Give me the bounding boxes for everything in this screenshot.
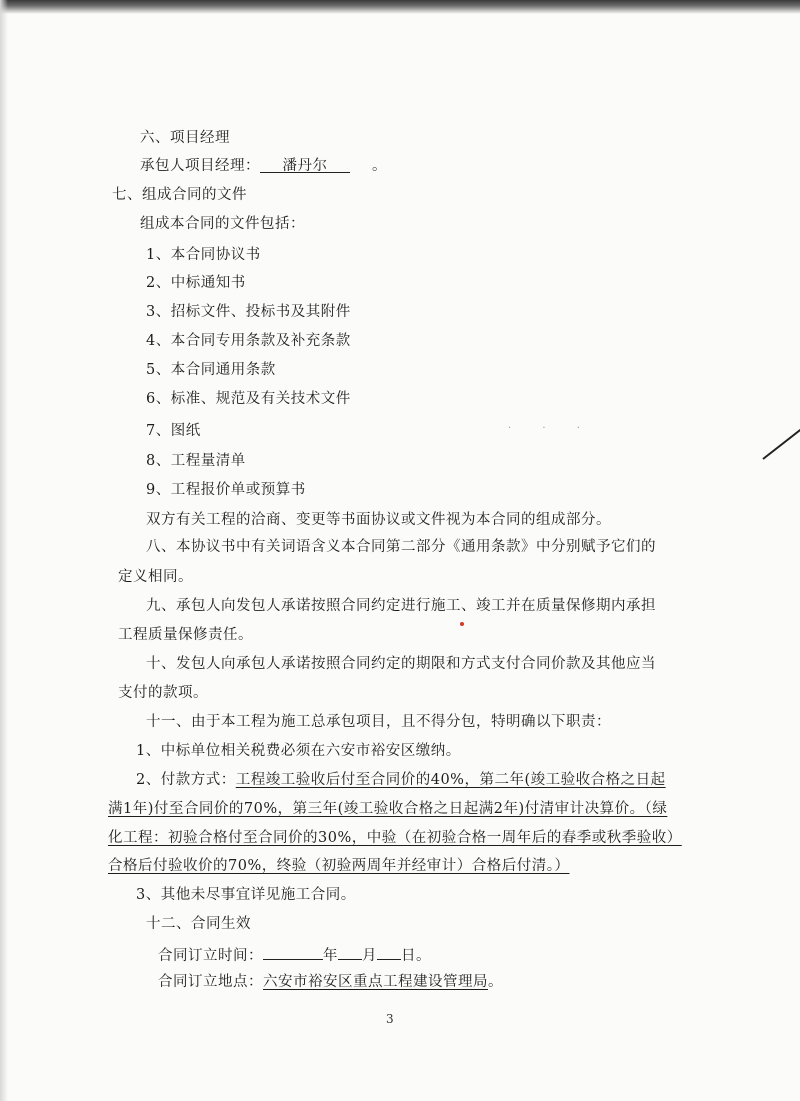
section-8-line-2: 定义相同。 [118, 569, 193, 585]
project-manager-line [140, 156, 387, 176]
section-7-title: 七、组成合同的文件 [112, 187, 247, 203]
document-list-item: 5、本合同通用条款 [146, 362, 276, 378]
contract-day-unit: 日。 [401, 948, 431, 964]
project-manager-end: 。 [372, 158, 387, 174]
project-manager-name [260, 156, 350, 173]
section-11-item-2-line-1 [136, 770, 666, 790]
contract-month-blank [338, 943, 362, 960]
contract-year-unit: 年 [323, 948, 338, 964]
contract-place-value: 六安市裕安区重点工程建设管理局 [263, 974, 488, 990]
document-list-item: 4、本合同专用条款及补充条款 [146, 333, 351, 349]
section-11-item-3: 3、其他未尽事宜详见施工合同。 [136, 887, 356, 903]
section-11-item-2-line-3: 化工程：初验合格付至合同价的30%，中验（在初验合格一周年后的春季或秋季验收） [108, 830, 682, 846]
scan-left-edge [0, 0, 8, 1101]
project-manager-label: 承包人项目经理： [140, 158, 260, 174]
contract-date-label: 合同订立时间： [158, 948, 263, 964]
scan-top-edge [0, 0, 800, 14]
section-10-line-2: 支付的款项。 [118, 685, 208, 701]
section-11-item-2-line-2: 满1年)付至合同价的70%，第三年(竣工验收合格之日起满2年)付清审计决算价。（绿 [108, 801, 668, 817]
section-10-line-1: 十、发包人向承包人承诺按照合同约定的期限和方式支付合同价款及其他应当 [146, 656, 656, 672]
contract-month-unit: 月 [362, 948, 377, 964]
contract-year-blank [263, 943, 323, 960]
page-number: 3 [386, 1012, 394, 1026]
document-list-item: 3、招标文件、投标书及其附件 [146, 304, 351, 320]
contract-place-line [158, 972, 503, 992]
document-list-item: 8、工程量清单 [146, 453, 246, 469]
document-list-item: 9、工程报价单或预算书 [146, 482, 306, 498]
document-list-item: 7、图纸 [146, 423, 201, 439]
section-11-item-1: 1、中标单位相关税费必须在六安市裕安区缴纳。 [136, 743, 461, 759]
section-9-line-2: 工程质量保修责任。 [118, 627, 253, 643]
red-ink-dot [460, 622, 464, 626]
pen-stroke-mark [762, 426, 800, 460]
section-11-title: 十一、由于本工程为施工总承包项目，且不得分包，特明确以下职责： [146, 714, 611, 730]
contract-place-end: 。 [488, 974, 503, 990]
section-11-item-2-line-4: 合格后付验收价的70%，终验（初验两周年并经审计）合格后付清。） [108, 858, 570, 874]
document-list-item: 1、本合同协议书 [146, 247, 261, 263]
section-7-note: 双方有关工程的洽商、变更等书面协议或文件视为本合同的组成部分。 [146, 512, 611, 528]
payment-terms-text: 工程竣工验收后付至合同价的40%，第二年(竣工验收合格之日起 [235, 772, 666, 788]
payment-terms-label: 2、付款方式： [136, 772, 236, 788]
document-list-item: 2、中标通知书 [146, 275, 246, 291]
section-7-intro: 组成本合同的文件包括： [140, 216, 305, 232]
project-manager-name-text: 潘丹尔 [282, 158, 328, 174]
contract-day-blank [377, 943, 401, 960]
contract-place-label: 合同订立地点： [158, 974, 263, 990]
document-list-item: 6、标准、规范及有关技术文件 [146, 391, 351, 407]
section-12-title: 十二、合同生效 [146, 916, 251, 932]
scan-specks: · · · [508, 423, 594, 434]
section-8-line-1: 八、本协议书中有关词语含义本合同第二部分《通用条款》中分别赋予它们的 [146, 539, 656, 555]
contract-date-line [158, 943, 431, 966]
section-6-title: 六、项目经理 [140, 130, 230, 146]
section-9-line-1: 九、承包人向发包人承诺按照合同约定进行施工、竣工并在质量保修期内承担 [146, 598, 656, 614]
